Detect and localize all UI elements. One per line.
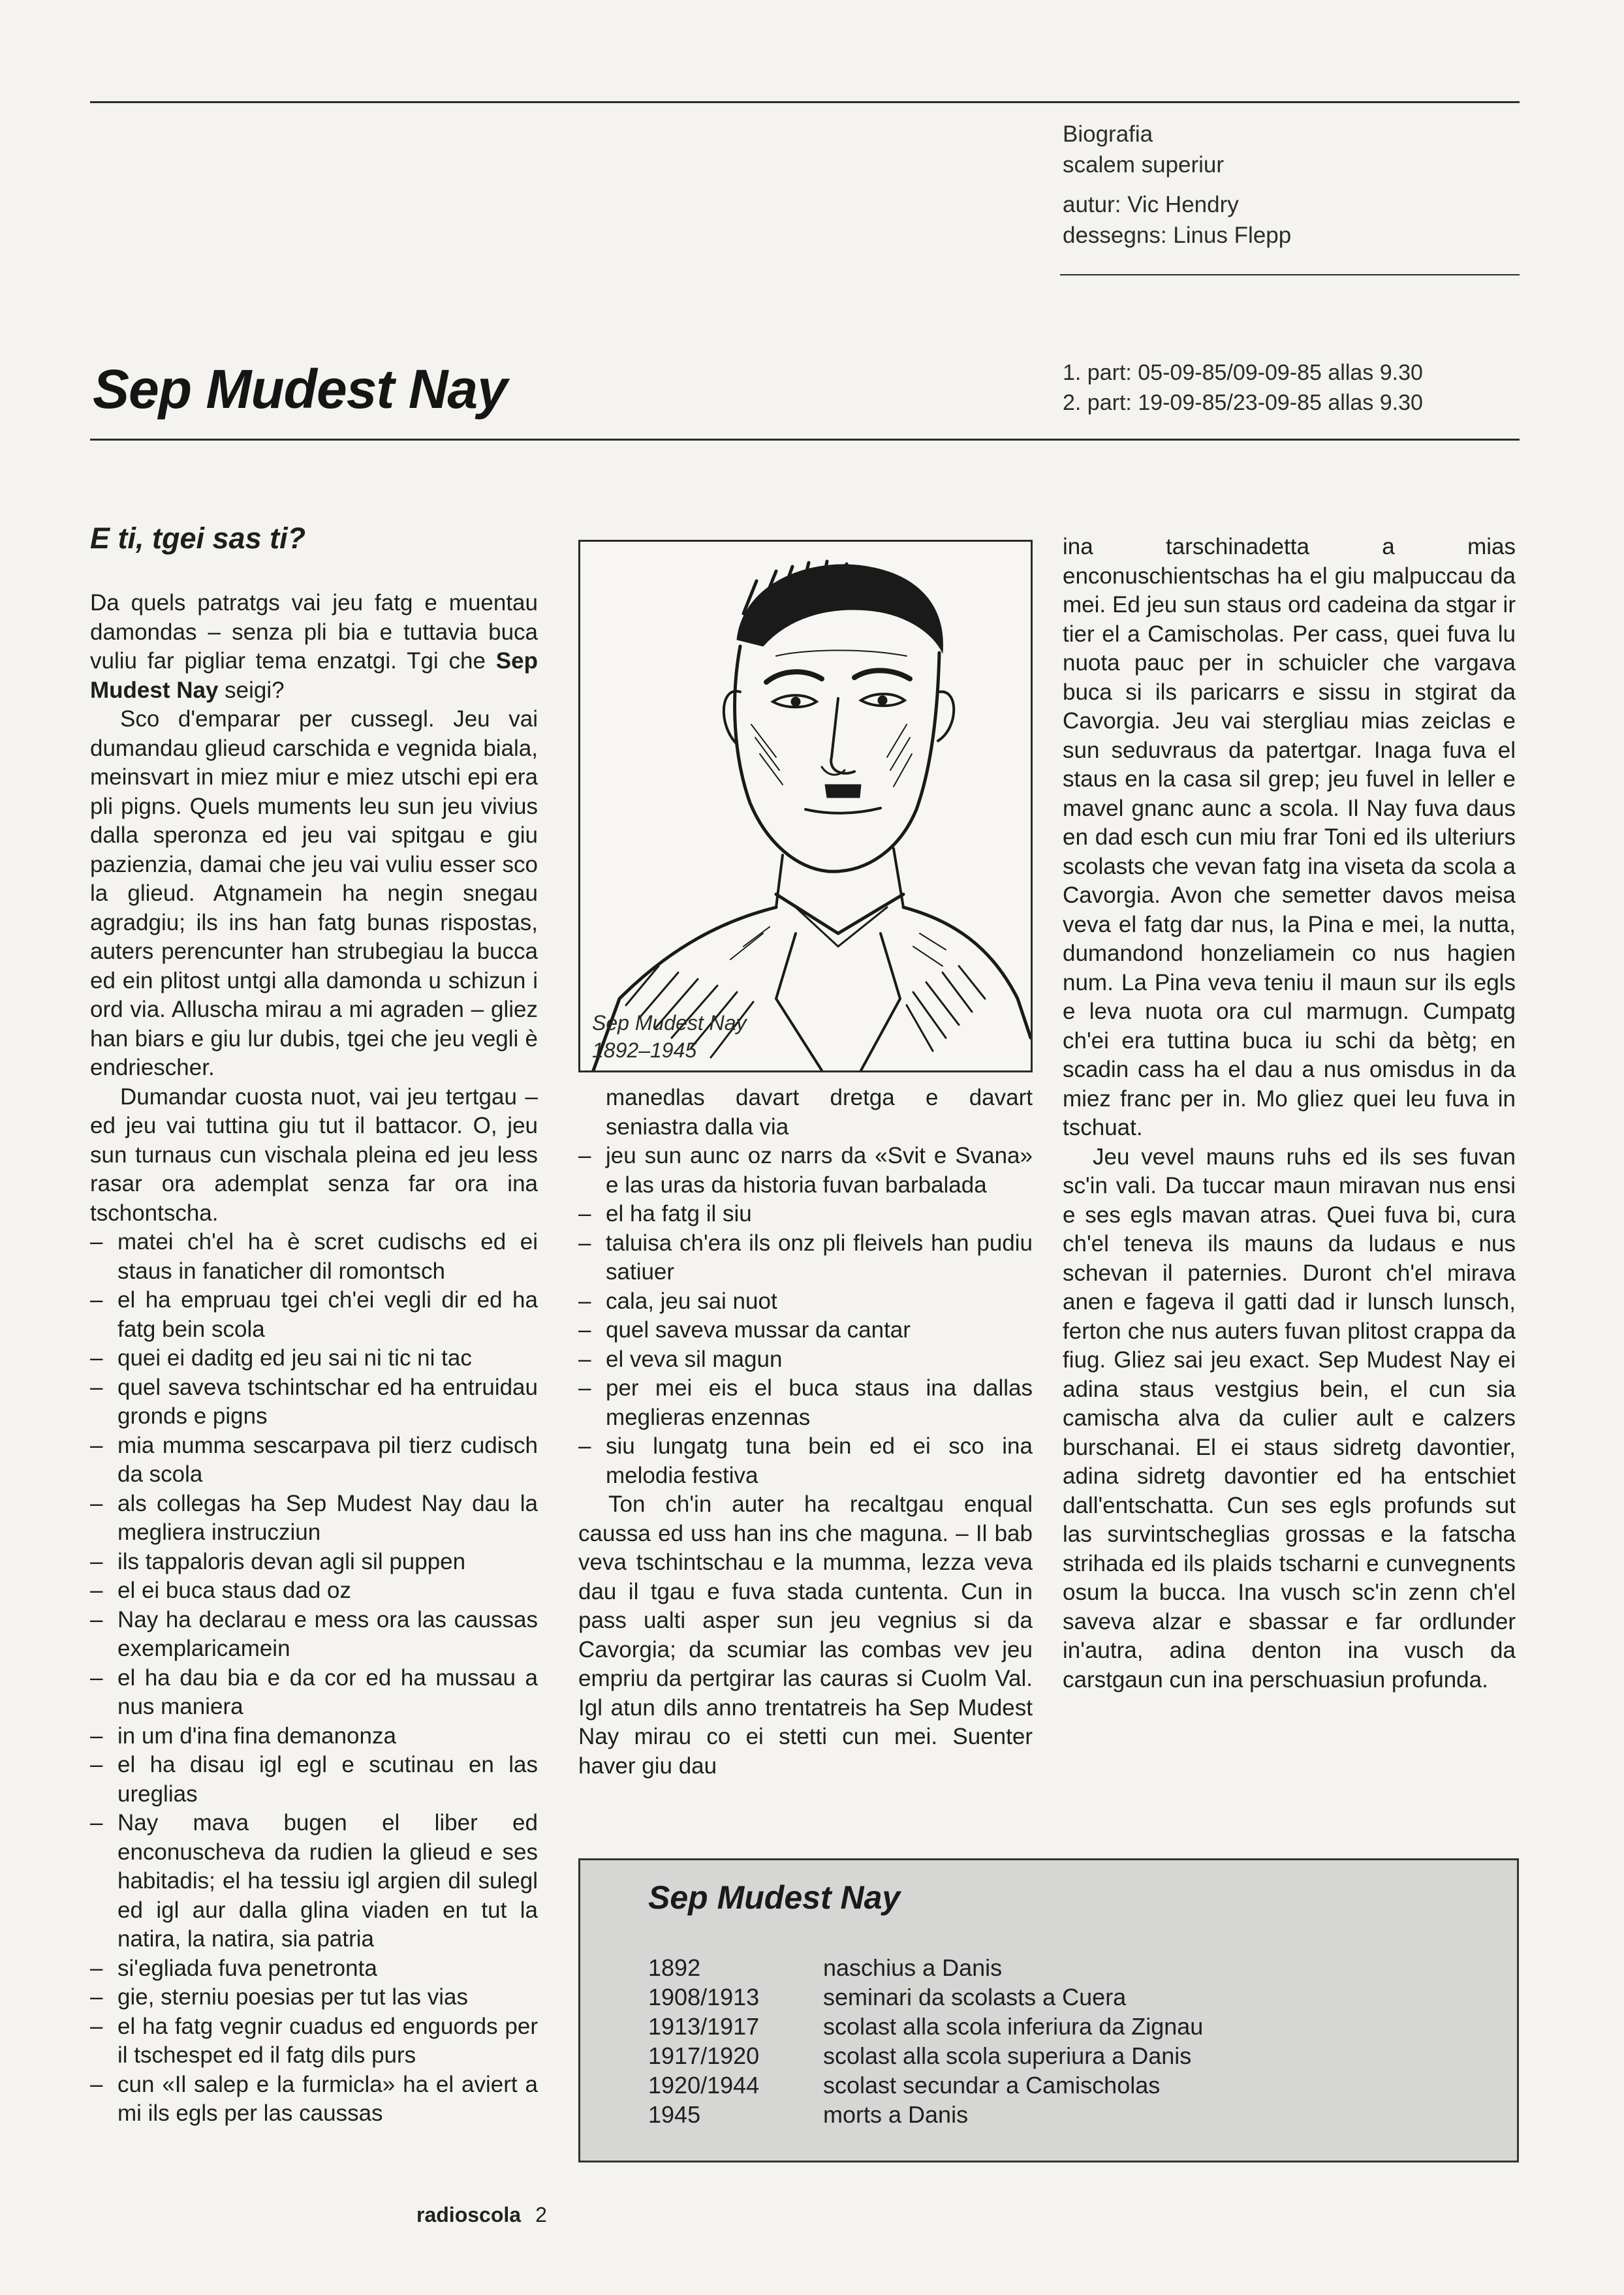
list-item: – als collegas ha Sep Mudest Nay dau la megliera instrucziun (90, 1490, 538, 1548)
list-item: – siu lungatg tuna bein ed ei sco ina melodia festiva (578, 1432, 1033, 1490)
list-item: – cun «Il salep e la furmicla» ha el aviert a mi ils egls per las caussas (90, 2070, 538, 2129)
table-row (648, 1982, 1203, 2012)
event-cell: scolast secundar a Camischolas (823, 2072, 1161, 2099)
biography-box (578, 1858, 1519, 2162)
list-item: – el ei buca staus dad oz (90, 1576, 538, 1606)
column-middle (578, 1084, 1033, 1781)
table-row (648, 2041, 1203, 2070)
author-label: autur: Vic Hendry (1063, 192, 1239, 217)
list-item: – in um d'ina fina demanonza (90, 1722, 538, 1751)
year-cell: 1908/1913 (648, 1984, 760, 2010)
list-item: – el ha empruau tgei ch'ei vegli dir ed ha fatg bein scola (90, 1286, 538, 1344)
list-item: – per mei eis el buca staus ina dallas meglieras enzennas (578, 1374, 1033, 1432)
year-cell: 1917/1920 (648, 2042, 760, 2069)
text-run: seigi? (218, 677, 285, 703)
event-cell: naschius a Danis (823, 1954, 1003, 1981)
category-label: Biografia (1063, 121, 1153, 147)
event-cell: scolast alla scola inferiura da Zignau (823, 2013, 1204, 2040)
list-item: – el veva sil magun (578, 1345, 1033, 1375)
portrait-illustration (578, 540, 1033, 1072)
broadcast-part-2: 2. part: 19-09-85/23-09-85 allas 9.30 (1063, 390, 1423, 415)
list-item: – el ha disau igl egl e scutinau en las ureglias (90, 1751, 538, 1809)
table-row (648, 1953, 1203, 1982)
illustrations-label: dessegns: Linus Flepp (1063, 223, 1292, 248)
list-item: – Nay ha declarau e mess ora las caussas exemplaricamein (90, 1606, 538, 1664)
table-row (648, 2012, 1203, 2041)
text-run: Da quels patratgs vai jeu fatg e muentau damondas – senza pli bia e tuttavia buca vuliu far pigliar tema enzatgi. Tgi che (90, 590, 538, 674)
list-item: – taluisa ch'era ils onz pli fleivels han pudiu satiuer (578, 1229, 1033, 1287)
page-title: Sep Mudest Nay (93, 358, 507, 420)
paragraph (90, 589, 538, 705)
portrait-caption (592, 1009, 747, 1064)
list-item: – el ha dau bia e da cor ed ha mussau a nus maniera (90, 1664, 538, 1722)
broadcast-times (1063, 358, 1423, 418)
paragraph: Dumandar cuosta nuot, vai jeu tertgau – ed jeu vai tuttina giu tut il battacor. O, jeu sun turnaus cun vischala pleina ed jeu less rasar ora ademplat senza far ora ina tschontscha. (90, 1084, 538, 1226)
event-cell: seminari da scolasts a Cuera (823, 1984, 1127, 2010)
paragraph: Jeu vevel mauns ruhs ed ils ses fuvan sc'in vali. Da tuccar maun miravan nus ensi e ses egls mavan atras. Quei fuva bi, cura ch'el teneva ils mauns da ludaus e nus schevan il paternies. Duront ch'el mirava anen e fageva il gatti dad ir lunsch lunsch, ferton che nus auters fuvan plitost crappa da fiug. Gliez sai jeu exact. Sep Mudest Nay ei adina staus vestgius bein, el cun sia camischa alva da culier ault e calzers burschanai. El ei staus sidretg davontier, adina sidretg davontier ed ha entschiet dall'entschatta. Cun ses egls profunds sut las survintscheglias grossas e la fatscha strihada ed ils plaids tscharni e cunvegnents osum la bucca. Ina vusch sc'in zenn ch'el saveva alzar e sbassar e far ordlunder in'autra, adina denton ina vusch da carstgaun cun ina perschuasiun profunda. (1063, 1144, 1516, 1693)
list-item: – matei ch'el ha è scret cudischs ed ei staus in fanaticher dil romontsch (90, 1228, 538, 1286)
list-item: – gie, sterniu poesias per tut las vias (90, 1983, 538, 2012)
top-rule (90, 101, 1520, 103)
table-row (648, 2070, 1203, 2100)
paragraph: manedlas davart dretga e davart seniastra dalla via (606, 1085, 1033, 1140)
answers-list (90, 1228, 538, 2129)
meta-block (1063, 119, 1291, 251)
title-rule (90, 439, 1520, 441)
column-left (90, 521, 538, 2129)
box-title: Sep Mudest Nay (648, 1879, 901, 1916)
paragraph: Sco d'emparar per cussegl. Jeu vai dumandau glieud carschida e vegnida biala, meinsvart in miez miur e miez utschi epi era pli pigns. Quels muments leu sun jeu vivius dalla speronza ed jeu vai spitgau e giu pazienzia, damai che jeu vai vuliu esser sco la glieud. Atgnamein ha negin snegau agradgiu; ils ins han fatg bunas rispostas, auters perencunter han strubegiau la bucca ed ein plitost untgi alla damonda u schizun i ord via. Alluscha mirau a mi agraden – gliez han biars e giu lur dubis, tgei che jeu vegli è endriescher. (90, 706, 538, 1080)
list-item: – si'egliada fuva penetronta (90, 1954, 538, 1984)
paragraph: ina tarschinadetta a mias enconuschientschas ha el giu malpuccau da mei. Ed jeu sun staus ord cadeina da stgar ir tier el a Camischolas. Per cass, quei fuva lu nuota pauc per in schuicler che vargava buca si ils paricarrs e sissu in stgirat da Cavorgia. Jeu vai stergliau mias zeiclas e sun seduvraus da patertgar. Inaga fuva el staus en la casa sil grep; jeu fuvel in leller e mavel gnanc aunc a scola. Il Nay fuva daus en dad esch cun miu frar Toni ed ils ulteriurs scolasts che vevan fatg ina viseta da scola a Cavorgia. Avon che semetter davos meisa veva el fatg dar nus, la Pina e mei, la nutta, dumandond honzeliamein co nus hagien num. La Pina veva teniu il maun sur ils egls e leva nuota ora cul marmugn. Cumpatg ch'ei era tuttina buca iu schi da bètg; en scadin cass ha el dau a nus omisdus in da miez franc per in. Mo gliez quei leu fuva in tschuat. (1063, 534, 1516, 1140)
portrait-drawing (580, 542, 1031, 1070)
list-item: – el ha fatg il siu (578, 1200, 1033, 1229)
year-cell: 1892 (648, 1954, 701, 1981)
timeline-table (648, 1953, 1203, 2129)
list-item: – quei ei daditg ed jeu sai ni tic ni tac (90, 1344, 538, 1373)
page-number: 2 (535, 2203, 547, 2226)
section-heading: E ti, tgei sas ti? (90, 522, 306, 555)
year-cell: 1920/1944 (648, 2072, 760, 2099)
answers-list-continued (578, 1142, 1033, 1490)
list-item: – jeu sun aunc oz narrs da «Svit e Svana» e las uras da historia fuvan barbalada (578, 1142, 1033, 1200)
list-item: – mia mumma sescarpava pil tierz cudisch da scola (90, 1431, 538, 1490)
year-cell: 1945 (648, 2101, 701, 2128)
event-cell: scolast alla scola superiura a Danis (823, 2042, 1192, 2069)
list-item: – Nay mava bugen el liber ed enconuscheva da rudien la glieud e ses habitadis; el ha tessiu igl argien dil sulegl ed igl aur dalla glina viaden en tut la natira, la natira, sia patria (90, 1809, 538, 1954)
column-right (1063, 533, 1516, 1694)
page-footer (416, 2203, 547, 2227)
list-item: – ils tappaloris devan agli sil puppen (90, 1548, 538, 1577)
meta-rule (1060, 274, 1520, 275)
caption-name: Sep Mudest Nay (592, 1011, 747, 1035)
broadcast-part-1: 1. part: 05-09-85/09-09-85 allas 9.30 (1063, 360, 1423, 385)
level-label: scalem superiur (1063, 152, 1225, 178)
table-row (648, 2100, 1203, 2129)
publication-name: radioscola (416, 2203, 522, 2226)
year-cell: 1913/1917 (648, 2013, 760, 2040)
list-item: – quel saveva mussar da cantar (578, 1316, 1033, 1345)
list-item: – cala, jeu sai nuot (578, 1287, 1033, 1317)
list-item: – el ha fatg vegnir cuadus ed enguords per il tschespet ed il fatg dils purs (90, 2012, 538, 2070)
subject-name-bold: Sep Mudest Nay (90, 648, 538, 703)
event-cell: morts a Danis (823, 2101, 969, 2128)
list-item: – quel saveva tschintschar ed ha entruidau gronds e pigns (90, 1373, 538, 1431)
caption-years: 1892–1945 (592, 1038, 697, 1062)
paragraph: Ton ch'in auter ha recaltgau enqual caussa ed uss han ins che maguna. – Il bab veva tschintschau e la mumma, lezza veva dau il tgau e fuva stada cuntenta. Cun in pass ualti asper sun jeu vegnius si da Cavorgia; da scumiar las combas vev jeu empriu da pertgirar las cauras si Cuolm Val. Igl atun dils anno trentatreis ha Sep Mudest Nay mirau co ei stetti cun mei. Suenter haver giu dau (578, 1491, 1033, 1779)
